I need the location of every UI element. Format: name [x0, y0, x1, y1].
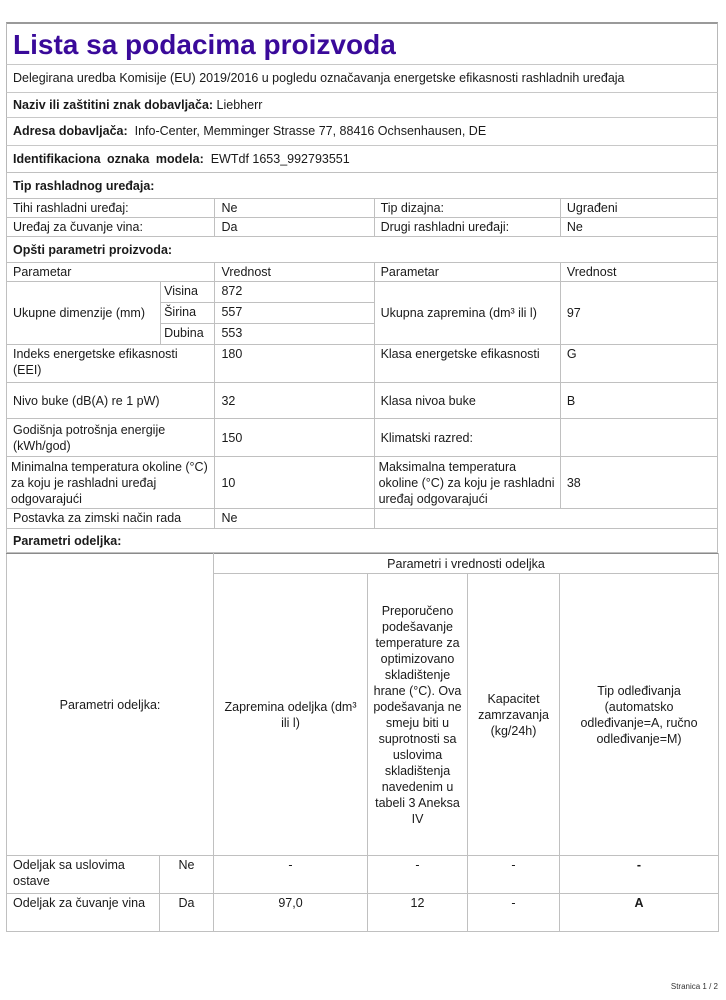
- col-freezing-capacity: Kapacitet zamrzavanja (kg/24h): [468, 574, 560, 856]
- col-param: Parametar: [7, 263, 215, 282]
- col-param: Parametar: [374, 263, 560, 282]
- noise-label: Nivo buke (dB(A) re 1 pW): [7, 383, 215, 419]
- compartment-defrost: A: [560, 894, 719, 932]
- type-label: Uređaj za čuvanje vina:: [7, 218, 215, 237]
- type-row: [7, 218, 718, 237]
- supplier-line: [6, 92, 718, 117]
- address-value: Info-Center, Memminger Strasse 77, 88416 Ochsenhausen, DE: [134, 124, 487, 138]
- page-title: Lista sa podacima proizvoda: [13, 29, 396, 60]
- compartment-temp: 12: [368, 894, 468, 932]
- compartment-row-header: Parametri odeljka:: [7, 554, 214, 856]
- volume-value: 97: [560, 282, 717, 345]
- winter-mode-label: Postavka za zimski način rada: [7, 509, 215, 529]
- width-value: 557: [215, 303, 374, 324]
- eei-value: 180: [215, 345, 374, 383]
- energy-class-label: Klasa energetske efikasnosti: [374, 345, 560, 383]
- page-number: Stranica 1 / 2: [670, 982, 718, 991]
- noise-class-label: Klasa nivoa buke: [374, 383, 560, 419]
- compartment-present: Da: [160, 894, 214, 932]
- type-row: [7, 199, 718, 218]
- compartments-table: [6, 553, 719, 932]
- general-header-row: [7, 263, 718, 282]
- type-label: Tihi rashladni uređaj:: [7, 199, 215, 218]
- model-value: EWTdf 1653_992793551: [210, 152, 350, 166]
- type-value: Ne: [215, 199, 374, 218]
- general-table: [6, 172, 718, 553]
- type-label: Drugi rashladni uređaji:: [374, 218, 560, 237]
- height-label: Visina: [161, 282, 215, 303]
- col-value: Vrednost: [215, 263, 374, 282]
- noise-value: 32: [215, 383, 374, 419]
- appliance-type-heading: Tip rashladnog uređaja:: [7, 173, 718, 199]
- compartment-temp: -: [368, 856, 468, 894]
- general-heading: Opšti parametri proizvoda:: [7, 237, 718, 263]
- compartment-name: Odeljak sa uslovima ostave: [7, 856, 160, 894]
- compartments-heading: Parametri odeljka:: [7, 529, 718, 553]
- volume-label: Ukupna zapremina (dm³ ili l): [374, 282, 560, 345]
- depth-label: Dubina: [161, 324, 215, 345]
- height-value: 872: [215, 282, 374, 303]
- compartment-volume: -: [214, 856, 368, 894]
- min-temp-value: 10: [215, 457, 374, 509]
- type-value: Ugrađeni: [560, 199, 717, 218]
- col-value: Vrednost: [560, 263, 717, 282]
- max-temp-value: 38: [560, 457, 717, 509]
- compartment-freeze: -: [468, 894, 560, 932]
- regulation-text: Delegirana uredba Komisije (EU) 2019/2016 u pogledu označavanja energetske efikasnosti rashladnih uređaja: [13, 71, 625, 85]
- model-line: [6, 145, 718, 172]
- max-temp-label: Maksimalna temperatura okoline (°C) za koju je rashladni uređaj odgovarajući: [374, 457, 560, 509]
- col-recommended-temp: Preporučeno podešavanje temperature za optimizovano skladištenje hrane (°C). Ova podešavanja ne smeju biti u suprotnosti sa uslovima skladištenja navedenim u tabeli 3 Aneksa IV: [368, 574, 468, 856]
- supplier-value: Liebherr: [216, 98, 263, 112]
- compartment-row: [7, 856, 719, 894]
- compartment-group-header: Parametri i vrednosti odeljka: [214, 554, 719, 574]
- compartment-present: Ne: [160, 856, 214, 894]
- address-line: [6, 117, 718, 145]
- type-value: Ne: [560, 218, 717, 237]
- model-label: Identifikaciona oznaka modela:: [13, 152, 204, 166]
- noise-class-value: B: [560, 383, 717, 419]
- winter-mode-value: Ne: [215, 509, 374, 529]
- supplier-label: Naziv ili zaštitini znak dobavljača:: [13, 98, 214, 112]
- compartment-name: Odeljak za čuvanje vina: [7, 894, 160, 932]
- depth-value: 553: [215, 324, 374, 345]
- eei-label: Indeks energetske efikasnosti (EEI): [7, 345, 215, 383]
- min-temp-label: Minimalna temperatura okoline (°C) za koju je rashladni uređaj odgovarajući: [7, 457, 215, 509]
- compartment-defrost: -: [560, 856, 719, 894]
- col-compartment-volume: Zapremina odeljka (dm³ ili l): [214, 574, 368, 856]
- compartment-volume: 97,0: [214, 894, 368, 932]
- climate-class-value: [560, 419, 717, 457]
- energy-consumption-label: Godišnja potrošnja energije (kWh/god): [7, 419, 215, 457]
- type-value: Da: [215, 218, 374, 237]
- compartment-row: [7, 894, 719, 932]
- regulation-line: [6, 64, 718, 92]
- empty-cell: [374, 509, 717, 529]
- type-label: Tip dizajna:: [374, 199, 560, 218]
- compartment-freeze: -: [468, 856, 560, 894]
- dimensions-label: Ukupne dimenzije (mm): [7, 282, 161, 345]
- product-fiche: [6, 22, 718, 932]
- energy-consumption-value: 150: [215, 419, 374, 457]
- energy-class-value: G: [560, 345, 717, 383]
- col-defrost-type: Tip odleđivanja (automatsko odleđivanje=A, ručno odleđivanje=M): [560, 574, 719, 856]
- climate-class-label: Klimatski razred:: [374, 419, 560, 457]
- title-row: [6, 22, 718, 64]
- width-label: Širina: [161, 303, 215, 324]
- address-label: Adresa dobavljača:: [13, 124, 128, 138]
